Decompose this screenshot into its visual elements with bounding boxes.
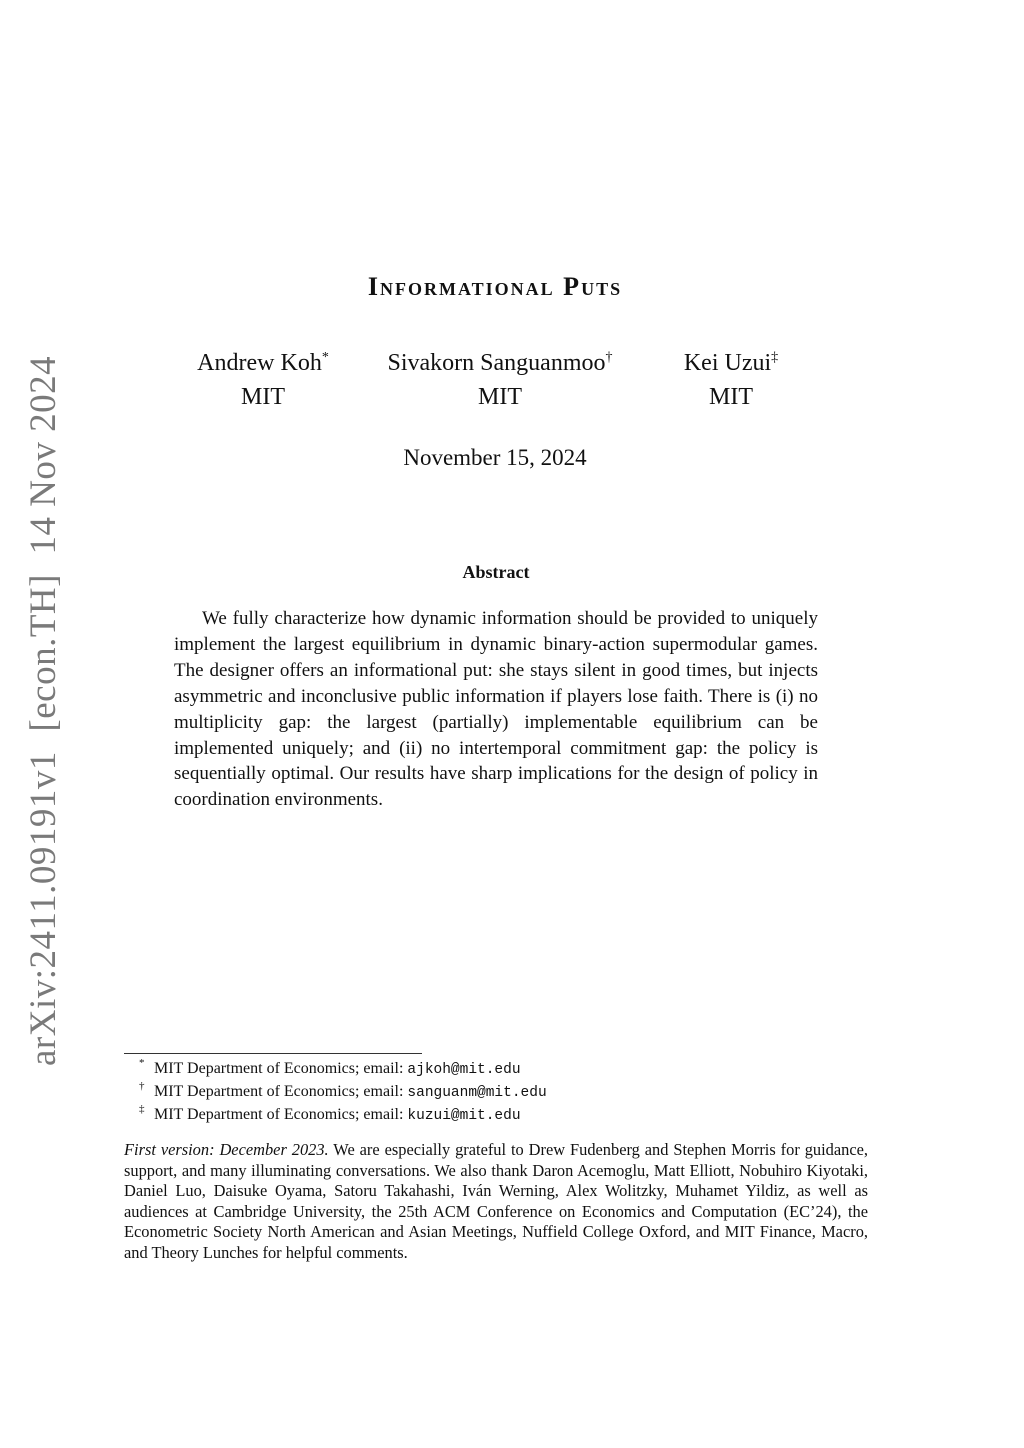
email-link[interactable]: sanguanm@mit.edu [407,1085,547,1101]
footnote-marker: † [139,1080,145,1092]
arxiv-identifier-stamp[interactable]: arXiv:2411.09191v1 [econ.TH] 14 Nov 2024 [23,355,64,1066]
footnote-divider [124,1053,422,1054]
footnote-marker[interactable]: † [605,350,613,365]
author-name: Kei Uzui [683,350,772,376]
author-name: Sivakorn Sanguanmoo [387,350,606,376]
acknowledgement-text: We are especially grateful to Drew Fudenberg and Stephen Morris for guidance, support, and many illuminating conversations. We also thank Daron Acemoglu, Matt Elliott, Nobuhiro Kiyotaki, Daniel Luo, Daisuke Oyama, Satoru Takahashi, Iván Werning, Alex Wolitzky, Muhamet Yildiz, as well as audiences at Cambridge University, the 25th ACM Conference on Economics and Computation (EC’24), the Econometric Society North American and Asian Meetings, Nuffield College Oxford, and MIT Finance, Macro, and Theory Lunches for helpful comments. [124,1140,868,1262]
acknowledgement-note [124,1140,868,1264]
paper-title: Informational Puts [367,272,623,301]
footnotes [124,1058,868,1127]
footnote-item [124,1104,868,1127]
first-version-note: First version: December 2023. [124,1140,329,1159]
abstract-body [174,606,818,813]
footnote-text: MIT Department of Economics; email: [154,1060,408,1077]
abstract-text: We fully characterize how dynamic information should be provided to uniquely implement the largest equilibrium in dynamic binary-action supermodular games. The designer offers an informational put: she stays silent in good times, but injects asymmetric and inconclusive public information if players lose faith. There is (i) no multiplicity gap: the largest (partially) implementable equilibrium can be implemented uniquely; and (ii) no intertemporal commitment gap: the policy is sequentially optimal. Our results have sharp implications for the design of policy in coordination environments. [174,608,818,811]
footnote-marker: ‡ [139,1103,145,1115]
footnote-marker: * [139,1057,145,1069]
email-link[interactable]: kuzui@mit.edu [407,1108,521,1124]
author-name: Andrew Koh [197,350,322,376]
author-affiliation: MIT [241,384,285,410]
footnote-text: MIT Department of Economics; email: [154,1106,408,1123]
author-koh [170,346,356,414]
author-uzui [660,346,802,414]
footnote-item [124,1058,868,1081]
footnote-marker[interactable]: ‡ [771,350,779,365]
paper-date: November 15, 2024 [403,445,587,470]
email-link[interactable]: ajkoh@mit.edu [407,1062,521,1078]
footnote-marker[interactable]: * [321,350,329,365]
footnote-item [124,1081,868,1104]
footnote-text: MIT Department of Economics; email: [154,1083,408,1100]
author-sanguanmoo [360,346,640,414]
abstract-heading: Abstract [462,562,530,582]
author-affiliation: MIT [709,384,753,410]
author-affiliation: MIT [478,384,522,410]
